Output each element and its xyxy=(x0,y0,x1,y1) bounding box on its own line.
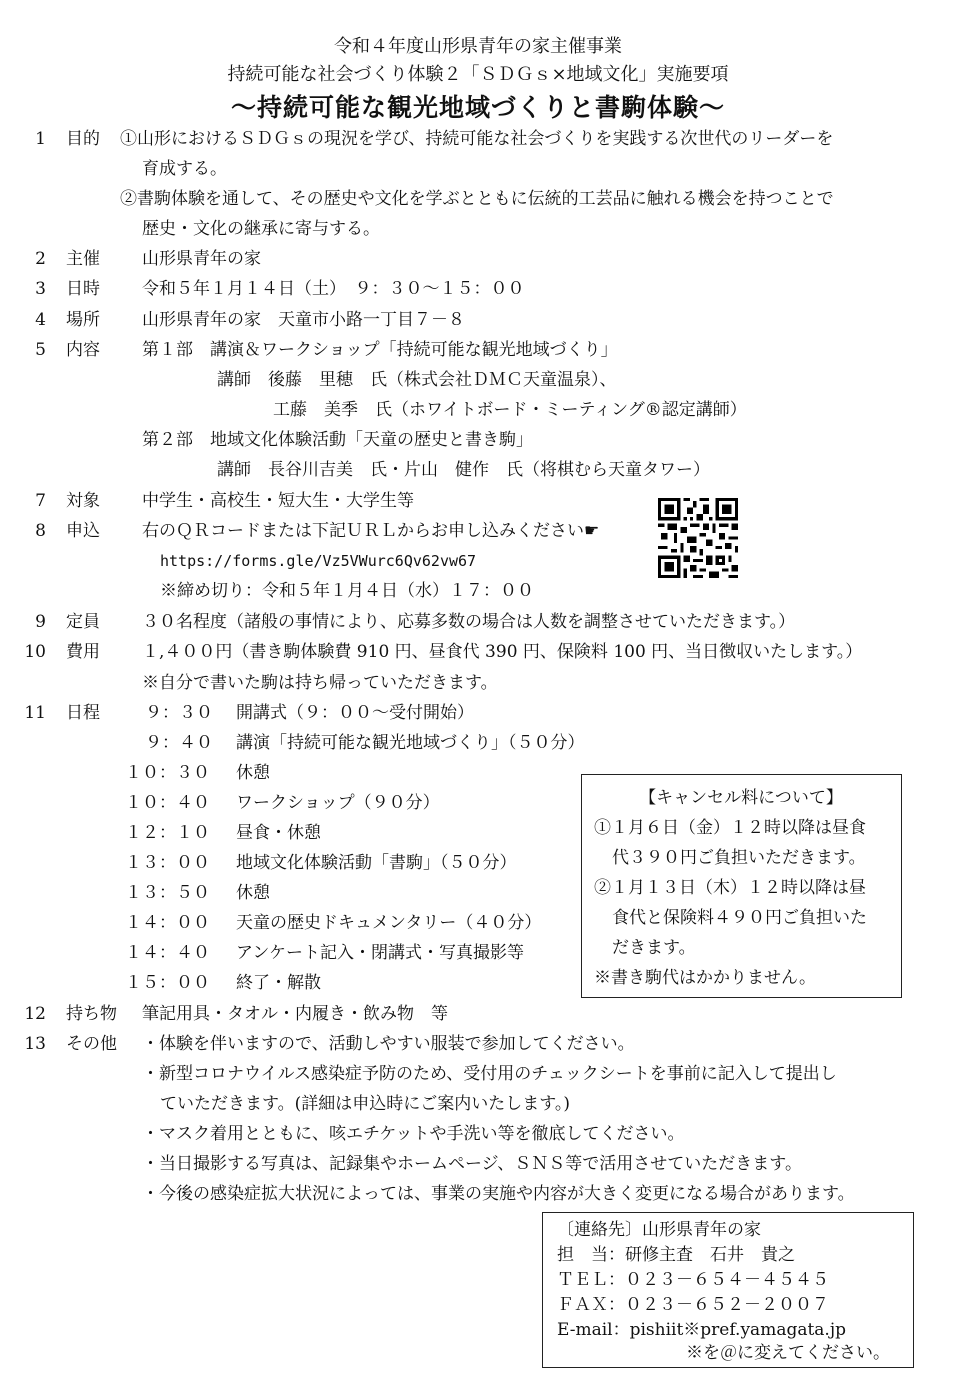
date-text: 令和５年１月１４日（土） ９：３０～１５：００ xyxy=(142,279,525,299)
other-bullet: ・今後の感染症拡大状況によっては、事業の実施や内容が大きく変更になる場合があります。 xyxy=(142,1184,855,1204)
contact-person: 担 当：研修主査 石井 貴之 xyxy=(557,1245,795,1265)
other-bullet-cont: ていただきます。(詳細は申込時にご案内いたします。) xyxy=(160,1094,571,1114)
contact-line: 〔連絡先〕山形県青年の家 xyxy=(557,1220,761,1240)
content-part-2: 第２部 地域文化体験活動「天童の歴史と書き駒」 xyxy=(142,430,533,450)
item-number: 3 xyxy=(35,279,46,299)
schedule-time: １３：００ xyxy=(125,853,210,873)
item-number: 12 xyxy=(24,1004,46,1024)
item-number: 9 xyxy=(35,612,46,632)
item-label: 費用 xyxy=(66,642,100,662)
item-label: 主催 xyxy=(66,249,100,269)
item-label: 日時 xyxy=(66,279,100,299)
item-label: その他 xyxy=(66,1034,117,1054)
page-title: ～持続可能な観光地域づくりと書駒体験～ xyxy=(230,93,725,122)
content-lecturer-2: 工藤 美季 氏（ホワイトボード・ミーティング®認定講師） xyxy=(273,400,747,420)
capacity-text: ３０名程度（諸般の事情により、応募多数の場合は人数を調整させていただきます。） xyxy=(142,612,796,632)
item-number: 5 xyxy=(35,340,46,360)
other-bullet: ・体験を伴いますので、活動しやすい服装で参加してください。 xyxy=(142,1034,635,1054)
item-number: 10 xyxy=(24,642,46,662)
cancellation-line: 食代と保険料４９０円ご負担いた xyxy=(612,908,867,928)
apply-url-link[interactable]: https://forms.gle/Vz5VWurc6Qv62vw67 xyxy=(160,552,477,570)
purpose-line-1: ①山形におけるＳＤＧｓの現況を学び、持続可能な社会づくりを実践する次世代のリーダーを xyxy=(120,129,834,149)
schedule-time: １３：５０ xyxy=(125,883,210,903)
schedule-time: １５：００ xyxy=(125,973,210,993)
item-number: 8 xyxy=(35,521,46,541)
schedule-event: 休憩 xyxy=(236,883,270,903)
schedule-time: ９：３０ xyxy=(145,703,213,723)
host-text: 山形県青年の家 xyxy=(142,249,261,269)
cancellation-line: 代３９０円ご負担いただきます。 xyxy=(612,848,866,868)
schedule-time: ９：４０ xyxy=(145,733,213,753)
item-label: 対象 xyxy=(66,491,100,511)
item-label: 持ち物 xyxy=(66,1004,117,1024)
schedule-time: １０：４０ xyxy=(125,793,210,813)
purpose-line-3: ②書駒体験を通して、その歴史や文化を学ぶとともに伝統的工芸品に触れる機会を持つことで xyxy=(120,189,834,209)
item-number: 13 xyxy=(24,1034,46,1054)
other-bullet: ・マスク着用とともに、咳エチケットや手洗い等を徹底してください。 xyxy=(142,1124,685,1144)
fee-text: １,４００円（書き駒体験費 910 円、昼食代 390 円、保険料 100 円、当日徴収いたします。） xyxy=(142,642,863,662)
schedule-event: 地域文化体験活動「書駒」（５０分） xyxy=(236,853,517,873)
schedule-event: 開講式（９：００～受付開始） xyxy=(236,703,474,723)
apply-text: 右のＱＲコードまたは下記ＵＲＬからお申し込みください☛ xyxy=(142,521,600,541)
content-lecturer-3: 講師 長谷川吉美 氏・片山 健作 氏（将棋むら天童タワー） xyxy=(217,460,710,480)
schedule-event: 講演「持続可能な観光地域づくり」（５０分） xyxy=(236,733,585,753)
cancellation-line: ②１月１３日（木）１２時以降は昼 xyxy=(594,878,866,898)
belongings-text: 筆記用具・タオル・内履き・飲み物 等 xyxy=(142,1004,448,1024)
contact-fax: ＦＡＸ：０２３－６５２－２００７ xyxy=(557,1295,829,1315)
cancellation-line: ①１月６日（金）１２時以降は昼食 xyxy=(594,818,866,838)
schedule-event: 天童の歴史ドキュメンタリー（４０分） xyxy=(236,913,542,933)
schedule-event: 休憩 xyxy=(236,763,270,783)
contact-email[interactable]: E-mail：pishiit※pref.yamagata.jp xyxy=(557,1320,846,1340)
item-label: 申込 xyxy=(66,521,100,541)
item-number: 1 xyxy=(35,129,46,149)
content-lecturer-1: 講師 後藤 里穂 氏（株式会社ＤＭＣ天童温泉）、 xyxy=(217,370,617,390)
contact-email-note: ※を＠に変えてください。 xyxy=(686,1343,890,1363)
contact-tel: ＴＥＬ：０２３－６５４－４５４５ xyxy=(557,1270,829,1290)
purpose-line-4: 歴史・文化の継承に寄与する。 xyxy=(142,219,380,239)
header-line-1: 令和４年度山形県青年の家主催事業 xyxy=(334,36,622,57)
item-label: 内容 xyxy=(66,340,100,360)
place-text: 山形県青年の家 天童市小路一丁目７－８ xyxy=(142,310,465,330)
item-label: 定員 xyxy=(66,612,100,632)
header-line-2: 持続可能な社会づくり体験２「ＳＤＧｓ×地域文化」実施要項 xyxy=(227,64,729,85)
content-part-1: 第１部 講演＆ワークショップ「持続可能な観光地域づくり」 xyxy=(142,340,618,360)
schedule-time: １４：４０ xyxy=(125,943,210,963)
other-bullet: ・新型コロナウイルス感染症予防のため、受付用のチェックシートを事前に記入して提出し xyxy=(142,1064,837,1084)
fee-note: ※自分で書いた駒は持ち帰っていただきます。 xyxy=(142,673,498,693)
target-text: 中学生・高校生・短大生・大学生等 xyxy=(142,491,414,511)
purpose-line-2: 育成する。 xyxy=(142,159,227,179)
item-label: 日程 xyxy=(66,703,100,723)
item-number: 11 xyxy=(24,703,46,723)
cancellation-title: 【キャンセル料について】 xyxy=(639,788,843,808)
qr-code-icon[interactable] xyxy=(658,498,738,578)
apply-deadline: ※締め切り：令和５年１月４日（水）１７：００ xyxy=(160,581,534,601)
schedule-time: １０：３０ xyxy=(125,763,210,783)
schedule-event: アンケート記入・閉講式・写真撮影等 xyxy=(236,943,524,963)
item-number: 7 xyxy=(35,491,46,511)
schedule-time: １４：００ xyxy=(125,913,210,933)
schedule-event: 昼食・休憩 xyxy=(236,823,321,843)
other-bullet: ・当日撮影する写真は、記録集やホームページ、ＳＮＳ等で活用させていただきます。 xyxy=(142,1154,802,1174)
item-number: 4 xyxy=(35,310,46,330)
item-label: 場所 xyxy=(66,310,100,330)
item-label: 目的 xyxy=(66,129,100,149)
schedule-event: 終了・解散 xyxy=(236,973,321,993)
cancellation-note: ※書き駒代はかかりません。 xyxy=(594,968,817,988)
schedule-time: １２：１０ xyxy=(125,823,210,843)
cancellation-line: だきます。 xyxy=(612,938,696,958)
schedule-event: ワークショップ（９０分） xyxy=(236,793,440,813)
item-number: 2 xyxy=(35,249,46,269)
